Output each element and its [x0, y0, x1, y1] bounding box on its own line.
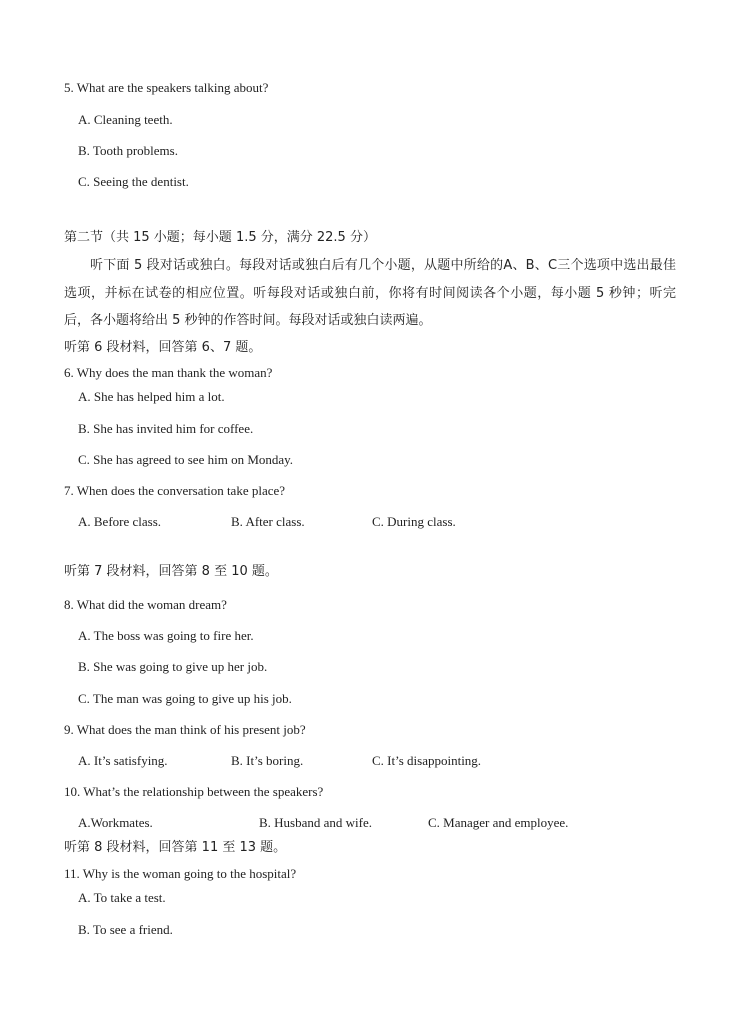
- question-11-option-b: B. To see a friend.: [78, 922, 173, 937]
- question-7-option-a: A. Before class.: [78, 514, 162, 529]
- section-2-instructions: 听下面 5 段对话或独白。每段对话或独白后有几个小题，从题中所给的A、B、C三个选项中选出最佳选项，并标在试卷的相应位置。听每段对话或独白前，你将有时间阅读各个小题，每小题 5 秒钟；听完后，各小题将给出 5 秒钟的作答时间。每段对话或独白读两遍。: [64, 258, 676, 328]
- question-10-option-a: A.Workmates.: [78, 815, 153, 830]
- question-6-option-b: B. She has invited him for coffee.: [78, 421, 254, 436]
- question-9-option-c: C. It’s disappointing.: [372, 753, 482, 768]
- question-10-stem: 10. What’s the relationship between the speakers?: [64, 784, 324, 799]
- question-11-option-a: A. To take a test.: [78, 890, 166, 905]
- question-6-stem: 6. Why does the man thank the woman?: [64, 365, 273, 380]
- question-5-option-b: B. Tooth problems.: [78, 143, 178, 158]
- question-6-option-a: A. She has helped him a lot.: [78, 389, 225, 404]
- passage-8-intro: 听第 8 段材料，回答第 11 至 13 题。: [64, 840, 287, 855]
- passage-6-intro: 听第 6 段材料，回答第 6、7 题。: [64, 340, 262, 355]
- question-8-option-c: C. The man was going to give up his job.: [78, 691, 292, 706]
- question-9-option-a: A. It’s satisfying.: [78, 753, 168, 768]
- question-10-option-c: C. Manager and employee.: [428, 815, 569, 830]
- question-6-option-c: C. She has agreed to see him on Monday.: [78, 452, 294, 467]
- question-5-stem: 5. What are the speakers talking about?: [64, 80, 269, 95]
- question-5-option-a: A. Cleaning teeth.: [78, 112, 173, 127]
- question-7-stem: 7. When does the conversation take place?: [64, 483, 286, 498]
- question-8-option-b: B. She was going to give up her job.: [78, 659, 268, 674]
- question-9-option-b: B. It’s boring.: [231, 753, 304, 768]
- passage-7-intro: 听第 7 段材料，回答第 8 至 10 题。: [64, 564, 278, 579]
- question-9-stem: 9. What does the man think of his present job?: [64, 722, 306, 737]
- question-10-option-b: B. Husband and wife.: [259, 815, 373, 830]
- question-7-option-b: B. After class.: [231, 514, 305, 529]
- question-7-option-c: C. During class.: [372, 514, 456, 529]
- section-2-heading: 第二节（共 15 小题；每小题 1.5 分，满分 22.5 分）: [64, 230, 376, 245]
- question-8-stem: 8. What did the woman dream?: [64, 597, 227, 612]
- question-8-option-a: A. The boss was going to fire her.: [78, 628, 254, 643]
- question-11-stem: 11. Why is the woman going to the hospital?: [64, 866, 297, 881]
- question-5-option-c: C. Seeing the dentist.: [78, 174, 189, 189]
